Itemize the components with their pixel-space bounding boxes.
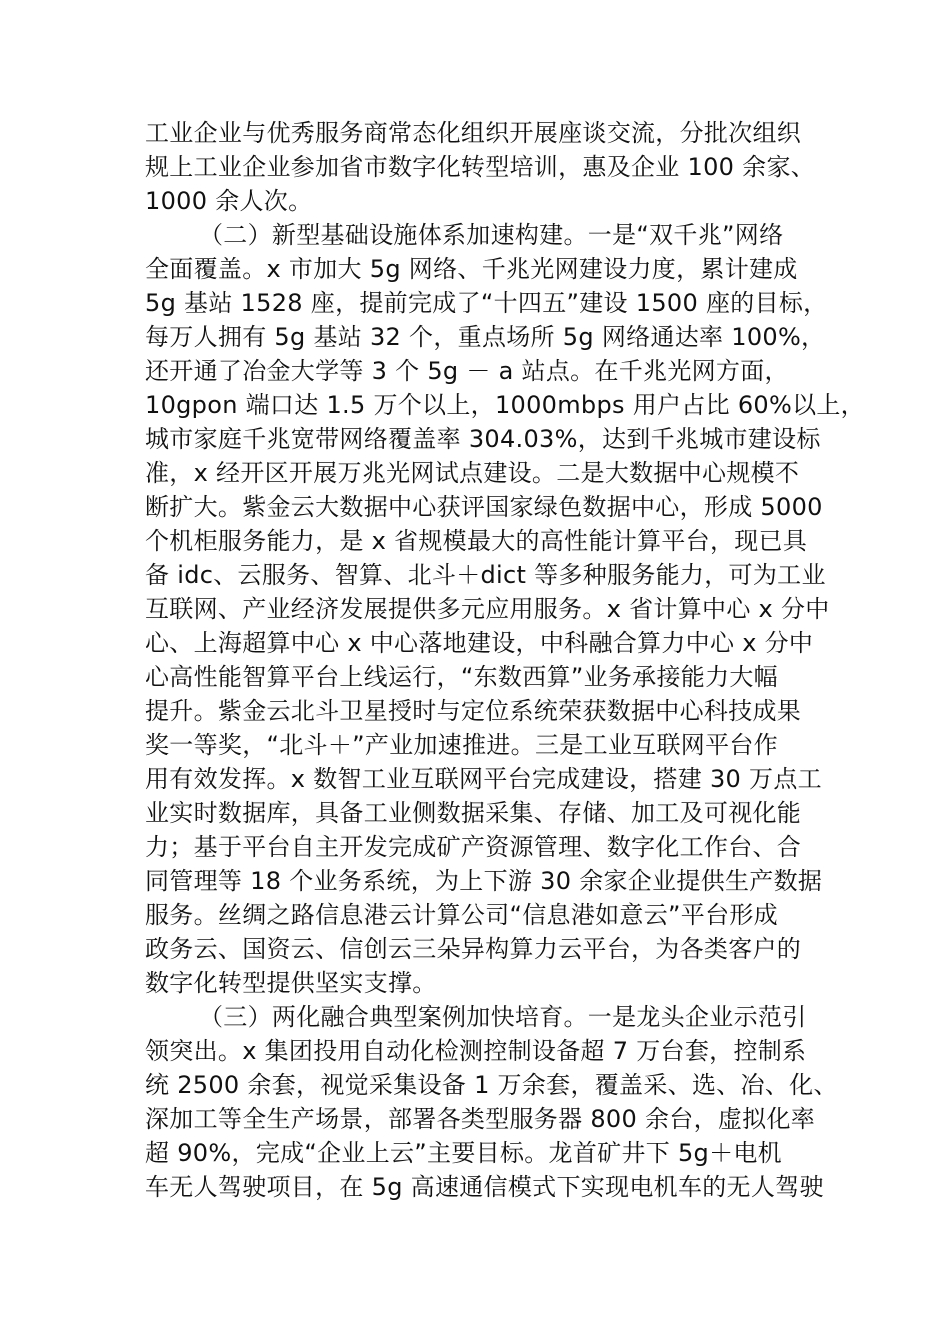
text-line: 10gpon 端口达 1.5 万个以上，1000mbps 用户占比 60%以上， [145,391,865,419]
paragraph-first-line: （三）两化融合典型案例加快培育。一是龙头企业示范引 [199,1003,807,1031]
text-line: 同管理等 18 个业务系统，为上下游 30 余家企业提供生产数据 [145,867,823,895]
text-line: 断扩大。紫金云大数据中心获评国家绿色数据中心，形成 5000 [145,493,823,521]
text-line: 用有效发挥。x 数智工业互联网平台完成建设，搭建 30 万点工 [145,765,822,793]
text-line: 全面覆盖。x 市加大 5g 网络、千兆光网建设力度，累计建成 [145,255,798,283]
text-line: 心、上海超算中心 x 中心落地建设，中科融合算力中心 x 分中 [145,629,814,657]
text-line: 深加工等全生产场景，部署各类型服务器 800 余台，虚拟化率 [145,1105,816,1133]
text-line: 领突出。x 集团投用自动化检测控制设备超 7 万台套，控制系 [145,1037,807,1065]
text-line: 超 90%，完成“企业上云”主要目标。龙首矿井下 5g＋电机 [145,1139,782,1167]
text-line: 统 2500 余套，视觉采集设备 1 万余套，覆盖采、选、冶、化、 [145,1071,838,1099]
text-line: 心高性能智算平台上线运行，“东数西算”业务承接能力大幅 [145,663,778,691]
text-line: 1000 余人次。 [145,187,313,215]
text-line: 还开通了冶金大学等 3 个 5g － a 站点。在千兆光网方面， [145,357,789,385]
text-line: 业实时数据库，具备工业侧数据采集、存储、加工及可视化能 [145,799,802,827]
text-line: 奖一等奖，“北斗＋”产业加速推进。三是工业互联网平台作 [145,731,778,759]
text-line: 互联网、产业经济发展提供多元应用服务。x 省计算中心 x 分中 [145,595,830,623]
text-line: 提升。紫金云北斗卫星授时与定位系统荣获数据中心科技成果 [145,697,802,725]
text-line: 服务。丝绸之路信息港云计算公司“信息港如意云”平台形成 [145,901,778,929]
text-line: 车无人驾驶项目，在 5g 高速通信模式下实现电机车的无人驾驶 [145,1173,824,1201]
text-line: 政务云、国资云、信创云三朵异构算力云平台，为各类客户的 [145,935,802,963]
text-line: 备 idc、云服务、智算、北斗＋dict 等多种服务能力，可为工业 [145,561,826,589]
text-line: 5g 基站 1528 座，提前完成了“十四五”建设 1500 座的目标， [145,289,828,317]
text-line: 数字化转型提供坚实支撑。 [145,969,437,997]
text-line: 工业企业与优秀服务商常态化组织开展座谈交流，分批次组织 [145,119,802,147]
text-line: 规上工业企业参加省市数字化转型培训，惠及企业 100 余家、 [145,153,816,181]
text-line: 城市家庭千兆宽带网络覆盖率 304.03%，达到千兆城市建设标 [145,425,821,453]
text-line: 准，x 经开区开展万兆光网试点建设。二是大数据中心规模不 [145,459,800,487]
text-line: 每万人拥有 5g 基站 32 个，重点场所 5g 网络通达率 100%， [145,323,826,351]
body-text [145,116,865,1204]
text-line: 个机柜服务能力，是 x 省规模最大的高性能计算平台，现已具 [145,527,808,555]
paragraph-first-line: （二）新型基础设施体系加速构建。一是“双千兆”网络 [199,221,784,249]
text-line: 力；基于平台自主开发完成矿产资源管理、数字化工作台、合 [145,833,802,861]
